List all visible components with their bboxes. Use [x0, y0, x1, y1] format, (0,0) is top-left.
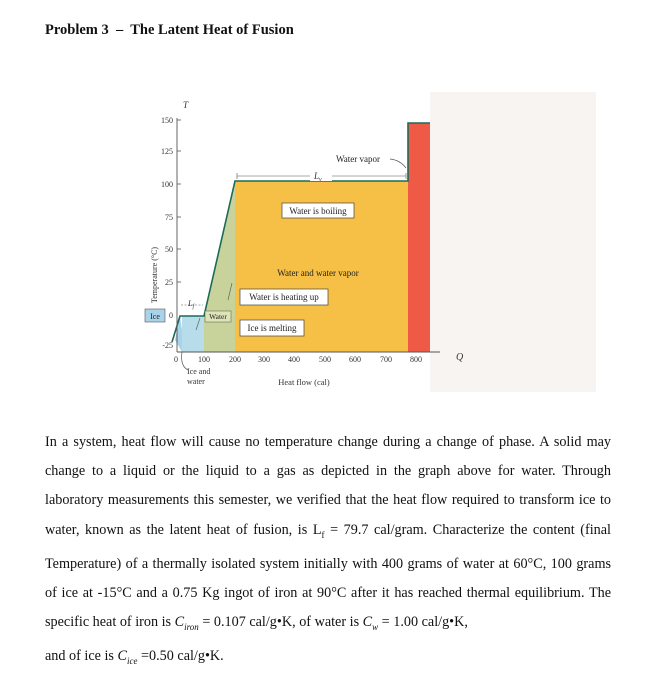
- vapor-region: [408, 123, 430, 352]
- water-boiling-label: Water is boiling: [289, 206, 347, 216]
- ice-box-label: Ice: [150, 312, 160, 321]
- y-tick-label: 50: [165, 245, 173, 254]
- y-axis-label: Temperature (°C): [150, 246, 159, 304]
- y-tick-label: 25: [165, 278, 173, 287]
- x-axis-label: Heat flow (cal): [278, 377, 330, 387]
- problem-statement: In a system, heat flow will cause no temperature change during a change of phase. A solid may change to a liquid or the liquid to a gas as depicted in the graph above for water. Through laboratory measurements this semester, we verified that the heat flow required to transform ice to water, known as the latent heat of fusion, is $L_f = 79.7$ cal/gram. Characterize the content (final Temperature) of a thermally isolated system initially with 400 grams of water at 60°C, 100 grams of ice at -15°C and a 0.75 Kg ingot of iron at 90°C after it has reached thermal equilibrium. The specific heat of iron is $C_{iron} = 0.107$ cal/g•K, of water is $C_w = 1.00$ cal/g•K, and of ice is $C_{ice} =0.50$ cal/g•K.: [45, 434, 611, 666]
- x-tick-label: 0: [174, 355, 178, 364]
- x-tick-label: 400: [288, 355, 300, 364]
- svg-text:Lf: $L_f$: [188, 299, 195, 310]
- y-axis-symbol: T: [183, 100, 189, 110]
- y-tick-label: -25: [162, 341, 173, 350]
- y-tick-label: 0: [169, 311, 173, 320]
- x-tick-label: 800: [410, 355, 422, 364]
- x-tick-label: 500: [319, 355, 331, 364]
- x-tick-label: 300: [258, 355, 270, 364]
- y-tick-label: 150: [161, 116, 173, 125]
- ice-melting-label: Ice is melting: [247, 323, 297, 333]
- x-tick-label: 600: [349, 355, 361, 364]
- problem-title: Problem 3 – The Latent Heat of Fusion: [45, 22, 294, 38]
- x-axis-symbol: Q: [456, 352, 464, 363]
- faint-background-texture: [430, 92, 596, 392]
- water-heating-label: Water is heating up: [249, 292, 319, 302]
- x-tick-label: 700: [380, 355, 392, 364]
- ice-and-water-label-2: water: [187, 377, 205, 386]
- svg-text:Lv: $L_v$: [314, 171, 322, 183]
- y-tick-label: 75: [165, 213, 173, 222]
- ice-melt-region: [182, 316, 204, 352]
- water-box-label: Water: [209, 312, 227, 321]
- water-and-vapor-label: Water and water vapor: [277, 268, 359, 278]
- x-tick-label: 200: [229, 355, 241, 364]
- water-vapor-label: Water vapor: [336, 154, 381, 164]
- y-tick-label: 100: [161, 180, 173, 189]
- x-tick-label: 100: [198, 355, 210, 364]
- y-tick-label: 125: [161, 147, 173, 156]
- ice-and-water-label-1: Ice and: [187, 367, 211, 376]
- phase-change-diagram: [142, 92, 596, 398]
